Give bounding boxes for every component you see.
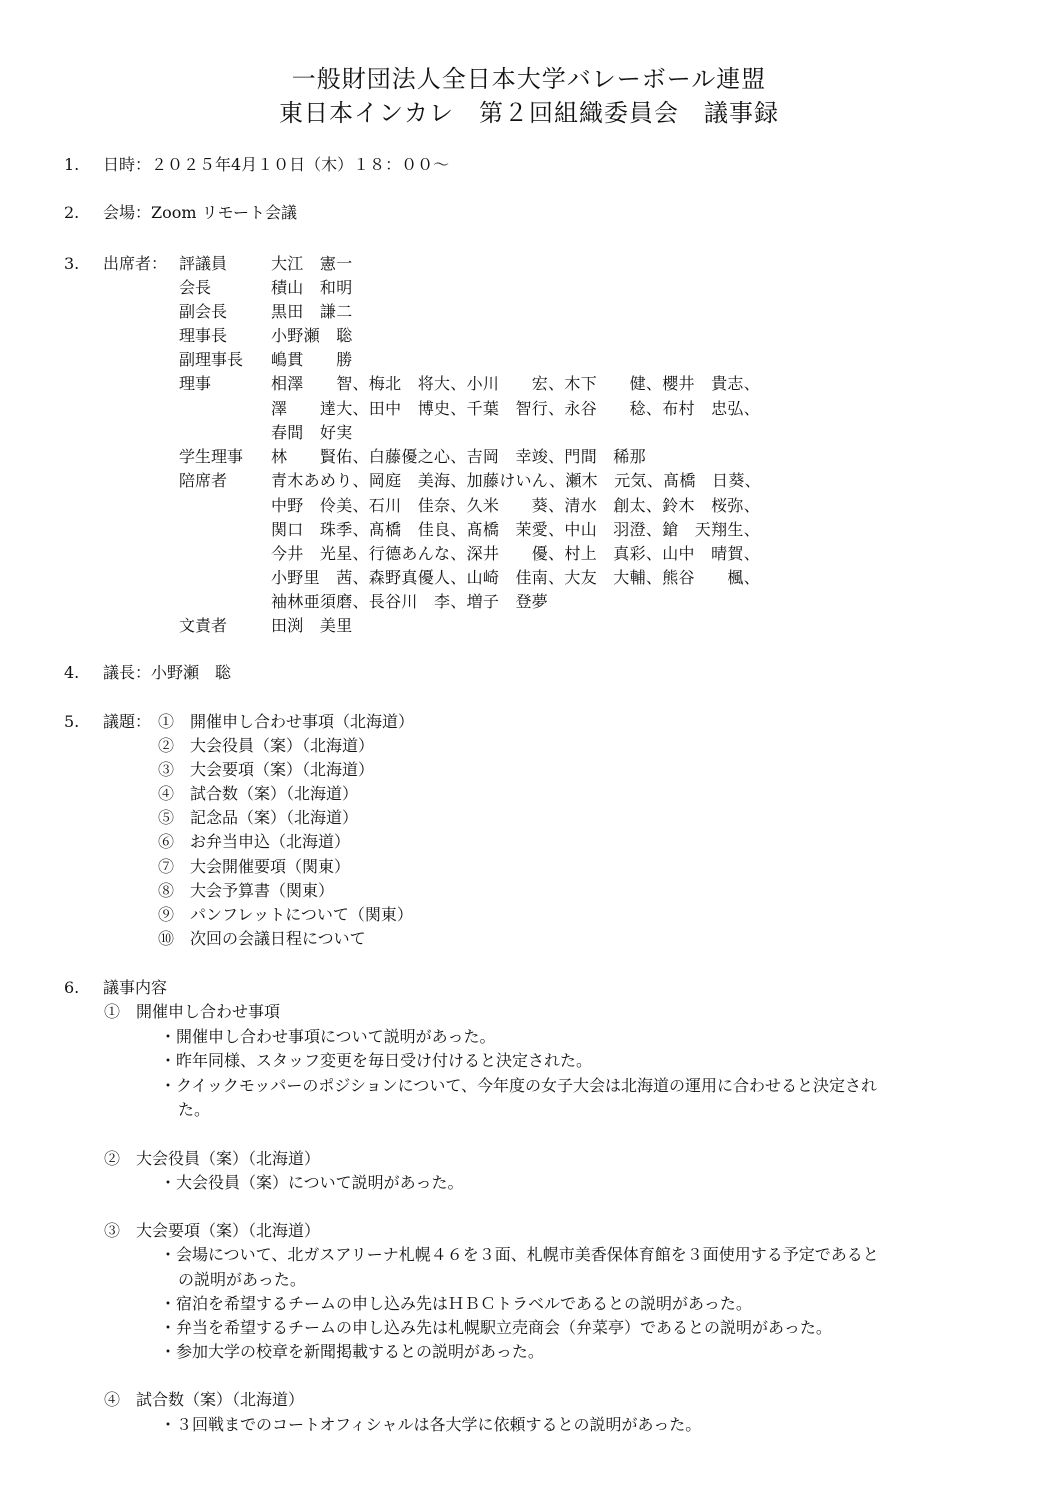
attendee-names: 中野 伶美、石川 佳奈、久米 葵、清水 創太、鈴木 桜弥、	[271, 496, 761, 515]
document-title-meeting: 東日本インカレ 第２回組織委員会 議事録	[279, 99, 779, 127]
attendee-names: 関口 珠季、髙橋 佳良、髙橋 茉愛、中山 羽澄、鎗 天翔生、	[271, 520, 761, 539]
attendee-names: 小野瀬 聡	[271, 326, 353, 345]
attendee-names: 袖林亜須磨、長谷川 李、増子 登夢	[271, 592, 549, 611]
section-number: 4.	[64, 663, 80, 682]
attendee-names: 今井 光星、行德あんな、深井 優、村上 真彩、山中 晴賀、	[271, 544, 761, 563]
proceedings-item-title: ④ 試合数（案）（北海道）	[104, 1390, 305, 1409]
proceedings-line: ・３回戦までのコートオフィシャルは各大学に依頼するとの説明があった。	[160, 1415, 702, 1434]
attendee-names: 積山 和明	[271, 278, 353, 297]
role-label: 学生理事	[179, 447, 244, 466]
role-label: 会長	[179, 278, 212, 297]
agenda-item: ① 開催申し合わせ事項（北海道）	[158, 712, 415, 731]
proceedings-line: ・会場について、北ガスアリーナ札幌４６を３面、札幌市美香保体育館を３面使用する予定であると	[160, 1245, 879, 1264]
attendee-names: 黒田 謙二	[271, 302, 353, 321]
agenda-item: ⑨ パンフレットについて（関東）	[158, 905, 413, 924]
attendee-names: 澤 達大、田中 博史、千葉 智行、永谷 稔、布村 忠弘、	[271, 399, 761, 418]
agenda-item: ⑤ 記念品（案）（北海道）	[158, 808, 359, 827]
section-number: 3.	[64, 254, 80, 273]
attendee-names: 嶋貫 勝	[271, 350, 353, 369]
attendee-names: 春間 好実	[271, 423, 353, 442]
role-label: 陪席者	[179, 471, 228, 490]
agenda-item: ④ 試合数（案）（北海道）	[158, 784, 359, 803]
attendee-names: 青木あめり、岡庭 美海、加藤けいん、瀬木 元気、髙橋 日葵、	[271, 471, 761, 490]
role-label: 文責者	[179, 616, 228, 635]
agenda-item: ⑦ 大会開催要項（関東）	[158, 857, 351, 876]
attendees-label: 出席者：	[103, 254, 168, 273]
section-number: 1.	[64, 155, 80, 174]
role-label: 副理事長	[179, 350, 244, 369]
proceedings-label: 議事内容	[103, 978, 168, 997]
proceedings-item-title: ③ 大会要項（案）（北海道）	[104, 1221, 321, 1240]
proceedings-line: た。	[178, 1100, 211, 1119]
agenda-label: 議題：	[103, 712, 152, 731]
proceedings-line: ・大会役員（案）について説明があった。	[160, 1173, 464, 1192]
attendee-names: 相澤 智、梅北 将大、小川 宏、木下 健、櫻井 貴志、	[271, 374, 761, 393]
section-number: 6.	[64, 978, 80, 997]
proceedings-item-title: ① 開催申し合わせ事項	[104, 1002, 281, 1021]
proceedings-line: ・クイックモッパーのポジションについて、今年度の女子大会は北海道の運用に合わせると決定され	[160, 1076, 878, 1095]
meeting-venue: 会場：Zoom リモート会議	[103, 203, 298, 222]
attendee-names: 林 賢佑、白藤優之心、吉岡 幸竣、門間 稀那	[271, 447, 646, 466]
proceedings-line: ・宿泊を希望するチームの申し込み先はＨＢＣトラベルであるとの説明があった。	[160, 1294, 752, 1313]
agenda-item: ⑧ 大会予算書（関東）	[158, 881, 335, 900]
section-number: 2.	[64, 203, 80, 222]
proceedings-line: の説明があった。	[178, 1270, 306, 1289]
role-label: 副会長	[179, 302, 228, 321]
role-label: 理事長	[179, 326, 228, 345]
document-title-organization: 一般財団法人全日本大学バレーボール連盟	[291, 65, 767, 93]
meeting-date: 日時：２０２５年4月１０日（木）１８：００～	[103, 155, 450, 174]
proceedings-line: ・参加大学の校章を新聞掲載するとの説明があった。	[160, 1342, 544, 1361]
meeting-chair: 議長：小野瀬 聡	[103, 663, 232, 682]
agenda-item: ② 大会役員（案）（北海道）	[158, 736, 375, 755]
agenda-item: ⑩ 次回の会議日程について	[158, 929, 366, 948]
proceedings-line: ・昨年同様、スタッフ変更を毎日受け付けると決定された。	[160, 1051, 593, 1070]
proceedings-item-title: ② 大会役員（案）（北海道）	[104, 1149, 321, 1168]
attendee-names: 小野里 茜、森野真優人、山崎 佳南、大友 大輔、熊谷 楓、	[271, 568, 761, 587]
agenda-item: ③ 大会要項（案）（北海道）	[158, 760, 375, 779]
role-label: 理事	[179, 374, 212, 393]
proceedings-line: ・弁当を希望するチームの申し込み先は札幌駅立売商会（弁菜亭）であるとの説明があった。	[160, 1318, 832, 1337]
attendee-names: 大江 憲一	[271, 254, 353, 273]
proceedings-line: ・開催申し合わせ事項について説明があった。	[160, 1027, 496, 1046]
role-label: 評議員	[179, 254, 228, 273]
agenda-item: ⑥ お弁当申込（北海道）	[158, 832, 351, 851]
attendee-names: 田渕 美里	[271, 616, 353, 635]
section-number: 5.	[64, 712, 80, 731]
